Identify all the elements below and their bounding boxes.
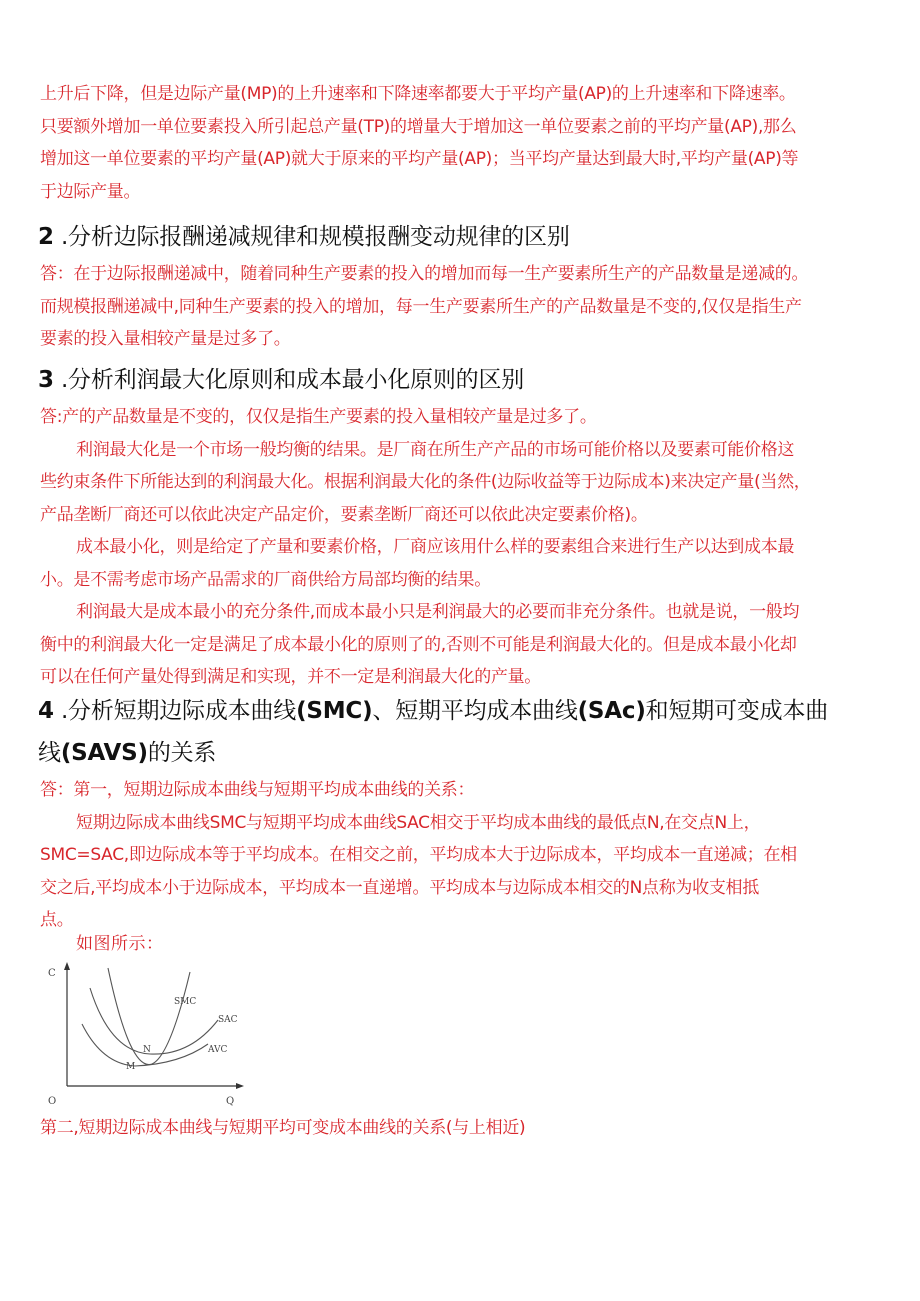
question-2-title: .分析边际报酬递减规律和规模报酬变动规律的区别 [60, 224, 570, 250]
answer-line: 答：第一，短期边际成本曲线与短期平均成本曲线的关系： [40, 780, 475, 800]
figure-caption: 如图所示： [76, 934, 164, 954]
question-4-title-part: 、短期平均成本曲线 [372, 698, 578, 724]
question-4-title-part: .分析短期边际成本曲线 [60, 698, 297, 724]
question-4 [0, 690, 890, 937]
answer-line: 成本最小化，则是给定了产量和要素价格，厂商应该用什么样的要素组合来进行生产以达到成本最 [76, 537, 795, 557]
question-2-heading [0, 216, 888, 258]
point-m-label: M [126, 1062, 136, 1072]
question-4-title-part: 线 [38, 740, 61, 766]
answer-line: 可以在任何产量处得到满足和实现，并不一定是利润最大化的产量。 [40, 667, 541, 687]
intro-line: 上升后下降，但是边际产量(MP)的上升速率和下降速率都要大于平均产量(AP)的上升速率和下降速率。 [40, 84, 796, 104]
intro-line: 于边际产量。 [40, 181, 141, 202]
answer-line: 点。 [40, 910, 74, 930]
smc-label: SMC [174, 997, 197, 1007]
avc-label: AVC [208, 1045, 228, 1055]
question-3-number: 3 [38, 367, 54, 393]
answer-line: 短期边际成本曲线SMC与短期平均成本曲线SAC相交于平均成本曲线的最低点N,在交点N上， [76, 812, 761, 833]
question-4-title-part: 和短期可变成本曲 [645, 698, 829, 724]
question-4-title-part: (SAVS) [60, 740, 148, 766]
question-4-title-part: 的关系 [147, 740, 217, 766]
intro-line: 只要额外增加一单位要素投入所引起总产量(TP)的增量大于增加这一单位要素之前的平均产量(AP),那么 [40, 116, 797, 137]
answer-line: SMC=SAC,即边际成本等于平均成本。在相交之前，平均成本大于边际成本，平均成本一直递减；在相 [40, 845, 797, 865]
origin-label: O [48, 1096, 57, 1107]
question-4-title-part: (SMC) [296, 698, 373, 724]
question-4-heading-cont [0, 732, 888, 774]
sac-label: SAC [218, 1015, 238, 1025]
question-3-heading [0, 359, 888, 401]
answer-line: 些约束条件下所能达到的利润最大化。根据利润最大化的条件(边际收益等于边际成本)来决定产量(当然， [40, 472, 811, 492]
question-4-number: 4 [38, 698, 54, 724]
x-axis-label: Q [226, 1096, 235, 1107]
question-4-heading [0, 690, 888, 732]
answer-line: 交之后,平均成本小于边际成本，平均成本一直递增。平均成本与边际成本相交的N点称为收支相抵 [40, 877, 759, 898]
answer-line: 要素的投入量相较产量是过多了。 [40, 329, 291, 349]
cost-curve-diagram [40, 932, 260, 1112]
answer-line: 答：在于边际报酬递减中，随着同种生产要素的投入的增加而每一生产要素所生产的产品数量是递减的。 [40, 264, 809, 284]
y-axis-label: C [48, 968, 56, 979]
intro-paragraph [0, 78, 890, 208]
x-axis-arrow [236, 1083, 244, 1089]
question-3-title: .分析利润最大化原则和成本最小化原则的区别 [60, 367, 525, 393]
intro-line: 增加这一单位要素的平均产量(AP)就大于原来的平均产量(AP)；当平均产量达到最大时,平均产量(AP)等 [40, 149, 799, 169]
second-relation [0, 1112, 890, 1145]
question-2 [0, 216, 890, 356]
answer-line: 产品垄断厂商还可以依此决定产品定价，要素垄断厂商还可以依此决定要素价格)。 [40, 504, 648, 525]
cost-curve-figure [40, 932, 260, 1112]
answer-line: 利润最大化是一个市场一般均衡的结果。是厂商在所生产产品的市场可能价格以及要素可能价格这 [76, 439, 795, 460]
answer-line: 第二,短期边际成本曲线与短期平均可变成本曲线的关系(与上相近) [40, 1118, 526, 1138]
question-3 [0, 359, 890, 694]
answer-line: 答:产的产品数量是不变的，仅仅是指生产要素的投入量相较产量是过多了。 [40, 407, 597, 427]
sac-curve [90, 988, 218, 1054]
answer-line: 利润最大是成本最小的充分条件,而成本最小只是利润最大的必要而非充分条件。也就是说，一般均 [76, 602, 800, 622]
answer-line: 衡中的利润最大化一定是满足了成本最小化的原则了的,否则不可能是利润最大化的。但是成本最小化却 [40, 634, 797, 655]
answer-line: 而规模报酬递减中,同种生产要素的投入的增加，每一生产要素所生产的产品数量是不变的,仅仅是指生产 [40, 296, 802, 317]
y-axis-arrow [64, 962, 70, 970]
question-2-number: 2 [38, 224, 54, 250]
question-4-title-part: (SAc) [577, 698, 646, 724]
answer-line: 小。是不需考虑市场产品需求的厂商供给方局部均衡的结果。 [40, 569, 491, 590]
point-n-label: N [143, 1045, 151, 1055]
